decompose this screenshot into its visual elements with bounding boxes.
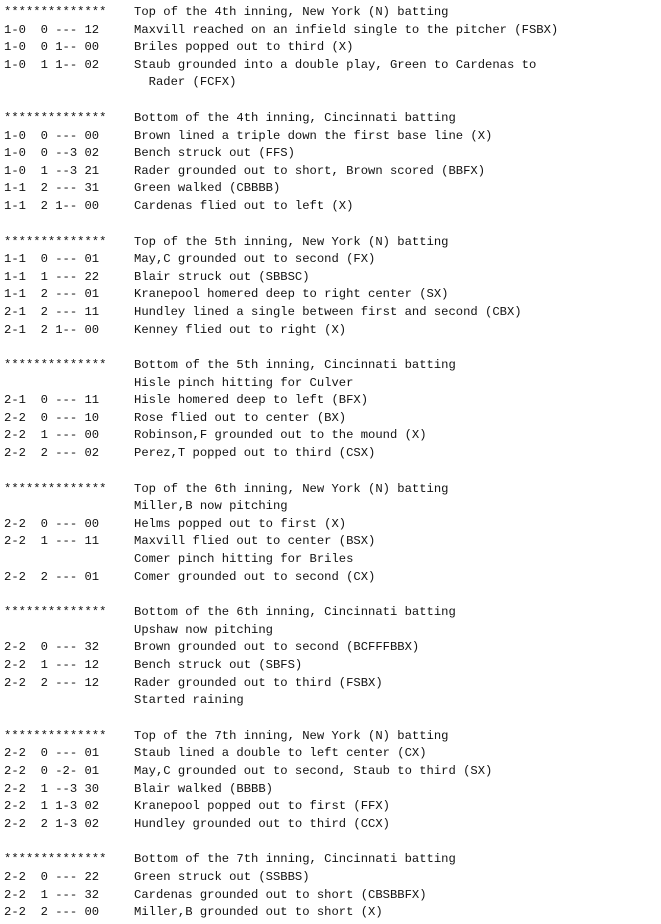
game-state	[4, 551, 134, 569]
game-state	[4, 692, 134, 710]
separator-stars: **************	[4, 358, 107, 373]
game-state: 2-1 0 --- 11	[4, 393, 100, 408]
game-state: 2-2 2 1-3 02	[4, 816, 100, 831]
play-description: Staub lined a double to left center (CX)	[134, 746, 427, 761]
play-description: Miller,B now pitching	[134, 499, 288, 514]
inning-title: Bottom of the 4th inning, Cincinnati batting	[134, 110, 456, 125]
game-state: 1-0 0 --- 12	[4, 22, 100, 37]
inning-title: Bottom of the 7th inning, Cincinnati batting	[134, 852, 456, 867]
separator-stars: **************	[4, 5, 107, 19]
play-line	[4, 781, 661, 799]
play-description: Maxvill flied out to center (BSX)	[134, 534, 376, 549]
play-line	[4, 286, 661, 304]
game-state: 2-2 0 --- 10	[4, 410, 100, 425]
separator-stars: **************	[4, 852, 107, 867]
play-description: Started raining	[134, 693, 244, 708]
game-state: 2-2 1 --- 32	[4, 887, 100, 902]
play-line	[4, 375, 661, 393]
play-line	[4, 322, 661, 340]
game-state: 2-2 1 --- 00	[4, 428, 100, 443]
play-description: Staub grounded into a double play, Green to Cardenas to	[134, 57, 537, 72]
inning-header-line	[4, 481, 661, 499]
play-line	[4, 57, 661, 75]
game-state: 2-2 0 -2- 01	[4, 763, 100, 778]
game-state: 2-2 1 --- 11	[4, 534, 100, 549]
inning-title: Bottom of the 5th inning, Cincinnati batting	[134, 358, 456, 373]
game-state: 1-0 1 1-- 02	[4, 57, 100, 72]
game-state: 1-0 1 --3 21	[4, 163, 100, 178]
game-state: 2-1 2 1-- 00	[4, 322, 100, 337]
play-description: Bench struck out (SBFS)	[134, 658, 303, 672]
play-line	[4, 569, 661, 587]
play-line	[4, 269, 661, 287]
game-state: 2-2 0 --- 00	[4, 516, 100, 531]
play-description: Brown lined a triple down the first base line (X)	[134, 128, 493, 143]
play-description: Hisle pinch hitting for Culver	[134, 375, 354, 390]
game-state: 2-2 0 --- 01	[4, 746, 100, 761]
inning-block	[4, 481, 661, 587]
play-description: Upshaw now pitching	[134, 622, 273, 637]
separator-stars: **************	[4, 481, 107, 496]
game-state: 2-1 2 --- 11	[4, 304, 100, 319]
play-description: Kranepool popped out to first (FFX)	[134, 799, 390, 814]
play-line	[4, 622, 661, 640]
play-description: Rose flied out to center (BX)	[134, 410, 347, 425]
play-line	[4, 445, 661, 463]
separator-stars: **************	[4, 234, 107, 249]
play-line	[4, 22, 661, 40]
play-description: Comer pinch hitting for Briles	[134, 552, 354, 567]
play-line	[4, 74, 661, 92]
play-description: Rader grounded out to short, Brown scored (BBFX)	[134, 163, 486, 178]
inning-title: Top of the 5th inning, New York (N) batting	[134, 234, 449, 249]
play-line	[4, 516, 661, 534]
game-state	[4, 74, 134, 92]
game-state: 2-2 2 --- 02	[4, 446, 100, 461]
play-description: May,C grounded out to second, Staub to third (SX)	[134, 763, 493, 778]
game-state: 1-1 2 1-- 00	[4, 198, 100, 213]
play-description: Rader grounded out to third (FSBX)	[134, 675, 383, 690]
play-line	[4, 180, 661, 198]
game-state: 1-0 0 1-- 00	[4, 40, 100, 55]
play-line	[4, 198, 661, 216]
inning-block	[4, 851, 661, 921]
play-line	[4, 551, 661, 569]
inning-block	[4, 4, 661, 92]
inning-header-line	[4, 851, 661, 869]
game-state: 1-1 1 --- 22	[4, 269, 100, 284]
play-line	[4, 763, 661, 781]
play-description: Green walked (CBBBB)	[134, 181, 281, 196]
game-state: 2-2 2 --- 01	[4, 569, 100, 584]
play-description: Cardenas grounded out to short (CBSBBFX)	[134, 887, 427, 902]
game-state	[4, 375, 134, 393]
play-line	[4, 128, 661, 146]
play-description: Blair struck out (SBBSC)	[134, 269, 310, 284]
play-line	[4, 304, 661, 322]
inning-header-line	[4, 357, 661, 375]
inning-title: Top of the 7th inning, New York (N) batting	[134, 728, 449, 743]
game-state: 1-0 0 --- 00	[4, 128, 100, 143]
game-state: 2-2 1 1-3 02	[4, 799, 100, 814]
play-description: May,C grounded out to second (FX)	[134, 252, 376, 267]
separator-stars: **************	[4, 728, 107, 743]
inning-block	[4, 234, 661, 340]
play-line	[4, 39, 661, 57]
game-state: 2-2 1 --3 30	[4, 781, 100, 796]
inning-block	[4, 604, 661, 710]
play-line	[4, 533, 661, 551]
play-line	[4, 887, 661, 905]
play-description: Hisle homered deep to left (BFX)	[134, 393, 369, 408]
separator-stars: **************	[4, 110, 107, 125]
inning-header-line	[4, 604, 661, 622]
play-description: Briles popped out to third (X)	[134, 40, 354, 55]
game-state: 2-2 1 --- 12	[4, 658, 100, 672]
play-line	[4, 163, 661, 181]
play-description: Cardenas flied out to left (X)	[134, 198, 354, 213]
play-line	[4, 427, 661, 445]
inning-title: Top of the 6th inning, New York (N) batting	[134, 481, 449, 496]
game-state: 1-0 0 --3 02	[4, 146, 100, 161]
play-line	[4, 639, 661, 657]
inning-block	[4, 357, 661, 463]
game-state: 2-2 0 --- 32	[4, 640, 100, 655]
game-state: 1-1 2 --- 01	[4, 287, 100, 302]
play-description: Perez,T popped out to third (CSX)	[134, 446, 376, 461]
inning-title: Bottom of the 6th inning, Cincinnati batting	[134, 605, 456, 620]
play-description: Kranepool homered deep to right center (SX)	[134, 287, 449, 302]
play-line	[4, 145, 661, 163]
inning-header-line	[4, 110, 661, 128]
play-line	[4, 869, 661, 887]
play-description: Brown grounded out to second (BCFFFBBX)	[134, 640, 420, 655]
play-line	[4, 657, 661, 675]
game-state: 1-1 0 --- 01	[4, 252, 100, 267]
inning-header-line	[4, 4, 661, 22]
game-state: 2-2 0 --- 22	[4, 869, 100, 884]
game-state: 2-2 2 --- 12	[4, 675, 100, 690]
play-line	[4, 410, 661, 428]
play-description: Green struck out (SSBBS)	[134, 869, 310, 884]
play-description: Rader (FCFX)	[134, 75, 237, 90]
separator-stars: **************	[4, 605, 107, 620]
play-description: Bench struck out (FFS)	[134, 146, 295, 161]
game-state: 1-1 2 --- 31	[4, 181, 100, 196]
game-state	[4, 622, 134, 640]
play-line	[4, 745, 661, 763]
inning-header-line	[4, 234, 661, 252]
play-description: Maxvill reached on an infield single to the pitcher (FSBX)	[134, 22, 559, 37]
game-state	[4, 498, 134, 516]
inning-title: Top of the 4th inning, New York (N) batting	[134, 5, 449, 19]
play-description: Hundley grounded out to third (CCX)	[134, 816, 390, 831]
play-line	[4, 392, 661, 410]
play-description: Helms popped out to first (X)	[134, 516, 347, 531]
play-line	[4, 798, 661, 816]
inning-block	[4, 110, 661, 216]
play-line	[4, 251, 661, 269]
play-description: Kenney flied out to right (X)	[134, 322, 347, 337]
inning-block	[4, 728, 661, 834]
play-description: Comer grounded out to second (CX)	[134, 569, 376, 584]
play-description: Robinson,F grounded out to the mound (X)	[134, 428, 427, 443]
play-line	[4, 816, 661, 834]
play-line	[4, 498, 661, 516]
play-line	[4, 692, 661, 710]
play-description: Miller,B grounded out to short (X)	[134, 905, 383, 920]
inning-header-line	[4, 728, 661, 746]
play-description: Hundley lined a single between first and second (CBX)	[134, 304, 522, 319]
play-description: Blair walked (BBBB)	[134, 781, 273, 796]
game-state: 2-2 2 --- 00	[4, 905, 100, 920]
play-line	[4, 675, 661, 693]
play-line	[4, 904, 661, 922]
